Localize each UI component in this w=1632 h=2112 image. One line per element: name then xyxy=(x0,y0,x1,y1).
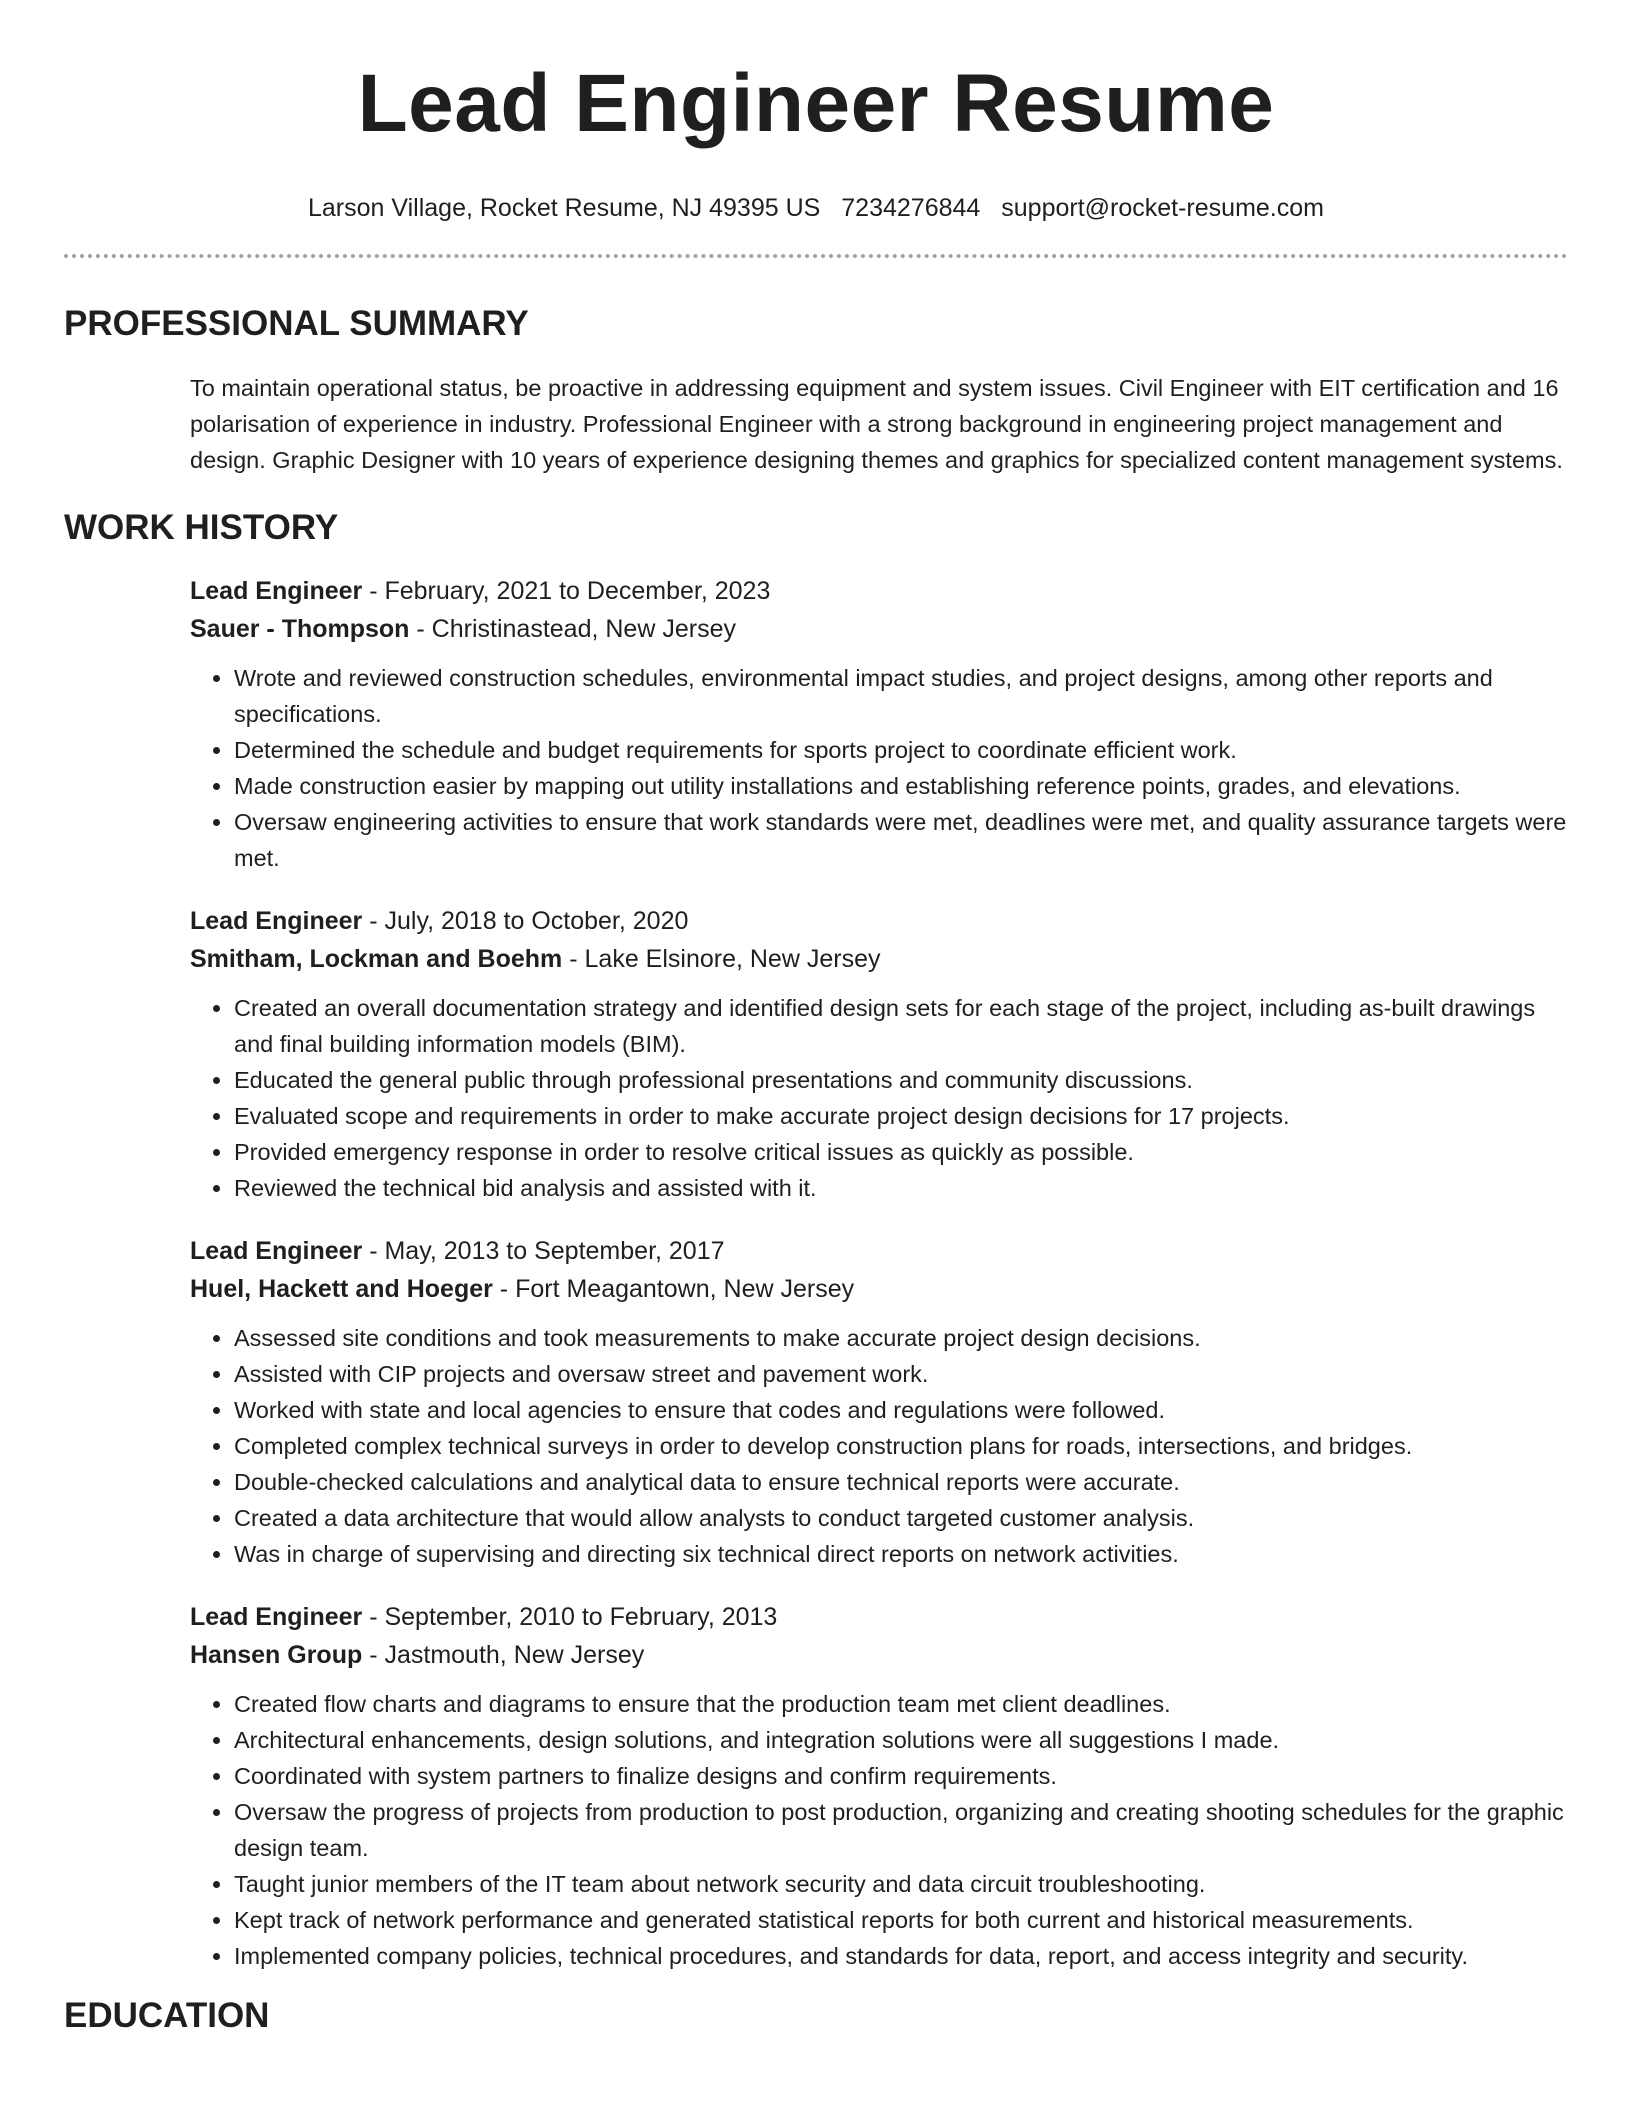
job-bullet: • Oversaw engineering activities to ensure that work standards were met, deadlines were met, and quality assurance targets were met. xyxy=(234,804,1568,876)
job-role: Lead Engineer xyxy=(190,1237,363,1265)
job-bullet: • Was in charge of supervising and directing six technical direct reports on network activities. xyxy=(234,1536,1568,1572)
job-dates: - July, 2018 to October, 2020 xyxy=(362,907,689,935)
job-bullet: • Architectural enhancements, design solutions, and integration solutions were all suggestions I made. xyxy=(234,1722,1568,1758)
section-title-summary: PROFESSIONAL SUMMARY xyxy=(64,304,529,343)
job-location: - Jastmouth, New Jersey xyxy=(362,1641,645,1669)
job-bullet: • Assisted with CIP projects and oversaw street and pavement work. xyxy=(234,1356,1568,1392)
job-role: Lead Engineer xyxy=(190,577,363,605)
job-role: Lead Engineer xyxy=(190,907,363,935)
job-bullet: • Double-checked calculations and analytical data to ensure technical reports were accurate. xyxy=(234,1464,1568,1500)
job-company: Smitham, Lockman and Boehm xyxy=(190,945,563,973)
job-title-line xyxy=(190,902,1568,940)
contact-email: support@rocket-resume.com xyxy=(1001,194,1324,222)
job-bullet: • Implemented company policies, technical procedures, and standards for data, report, and access integrity and security. xyxy=(234,1938,1568,1974)
section-title-education: EDUCATION xyxy=(64,1996,270,2035)
job-title-line xyxy=(190,1232,1568,1270)
job-bullet: • Wrote and reviewed construction schedules, environmental impact studies, and project designs, among other reports and specifications. xyxy=(234,660,1568,732)
job-company-line xyxy=(190,610,1568,648)
section-title-work: WORK HISTORY xyxy=(64,508,339,547)
contact-address: Larson Village, Rocket Resume, NJ 49395 US xyxy=(308,194,821,222)
job-company: Sauer - Thompson xyxy=(190,615,410,643)
job-title-line xyxy=(190,572,1568,610)
summary-text: To maintain operational status, be proactive in addressing equipment and system issues. Civil Engineer with EIT certification and 16 polarisation of experience in industry. Professional Engineer with a strong background in engineering project management and design. Graphic Designer with 10 years of experience designing themes and graphics for specialized content management systems. xyxy=(190,375,1563,473)
job-bullet: • Created flow charts and diagrams to ensure that the production team met client deadlines. xyxy=(234,1686,1568,1722)
job-bullet: • Educated the general public through professional presentations and community discussions. xyxy=(234,1062,1568,1098)
job-entry xyxy=(190,902,1568,1206)
job-bullet: • Determined the schedule and budget requirements for sports project to coordinate efficient work. xyxy=(234,732,1568,768)
contact-line xyxy=(64,192,1568,224)
job-bullet: • Provided emergency response in order to resolve critical issues as quickly as possible. xyxy=(234,1134,1568,1170)
job-bullets xyxy=(190,990,1568,1206)
job-company: Huel, Hackett and Hoeger xyxy=(190,1275,493,1303)
job-dates: - September, 2010 to February, 2013 xyxy=(362,1603,778,1631)
job-bullet: • Made construction easier by mapping out utility installations and establishing reference points, grades, and elevations. xyxy=(234,768,1568,804)
job-bullet: • Reviewed the technical bid analysis and assisted with it. xyxy=(234,1170,1568,1206)
job-location: - Christinastead, New Jersey xyxy=(409,615,736,643)
contact-phone: 7234276844 xyxy=(841,194,981,222)
resume-title: Lead Engineer Resume xyxy=(357,58,1275,149)
job-role: Lead Engineer xyxy=(190,1603,363,1631)
job-bullet: • Completed complex technical surveys in order to develop construction plans for roads, intersections, and bridges. xyxy=(234,1428,1568,1464)
job-bullet: • Oversaw the progress of projects from production to post production, organizing and creating shooting schedules for the graphic design team. xyxy=(234,1794,1568,1866)
job-bullets xyxy=(190,660,1568,876)
job-location: - Lake Elsinore, New Jersey xyxy=(562,945,881,973)
job-company-line xyxy=(190,940,1568,978)
job-bullet: • Assessed site conditions and took measurements to make accurate project design decisions. xyxy=(234,1320,1568,1356)
job-bullet: • Created an overall documentation strategy and identified design sets for each stage of the project, including as-built drawings and final building information models (BIM). xyxy=(234,990,1568,1062)
job-entry xyxy=(190,572,1568,876)
job-bullets xyxy=(190,1686,1568,1974)
job-bullet: • Created a data architecture that would allow analysts to conduct targeted customer analysis. xyxy=(234,1500,1568,1536)
work-history-list xyxy=(190,572,1568,1974)
job-dates: - February, 2021 to December, 2023 xyxy=(362,577,771,605)
header-divider xyxy=(64,254,1568,258)
job-bullet: • Kept track of network performance and generated statistical reports for both current and historical measurements. xyxy=(234,1902,1568,1938)
job-dates: - May, 2013 to September, 2017 xyxy=(362,1237,725,1265)
job-bullet: • Taught junior members of the IT team about network security and data circuit troubleshooting. xyxy=(234,1866,1568,1902)
job-title-line xyxy=(190,1598,1568,1636)
job-bullet: • Worked with state and local agencies to ensure that codes and regulations were followed. xyxy=(234,1392,1568,1428)
job-company-line xyxy=(190,1636,1568,1674)
resume-page xyxy=(64,0,1568,2038)
job-location: - Fort Meagantown, New Jersey xyxy=(492,1275,855,1303)
job-entry xyxy=(190,1232,1568,1572)
job-bullets xyxy=(190,1320,1568,1572)
job-bullet: • Coordinated with system partners to finalize designs and confirm requirements. xyxy=(234,1758,1568,1794)
job-entry xyxy=(190,1598,1568,1974)
job-company: Hansen Group xyxy=(190,1641,363,1669)
job-company-line xyxy=(190,1270,1568,1308)
job-bullet: • Evaluated scope and requirements in order to make accurate project design decisions for 17 projects. xyxy=(234,1098,1568,1134)
